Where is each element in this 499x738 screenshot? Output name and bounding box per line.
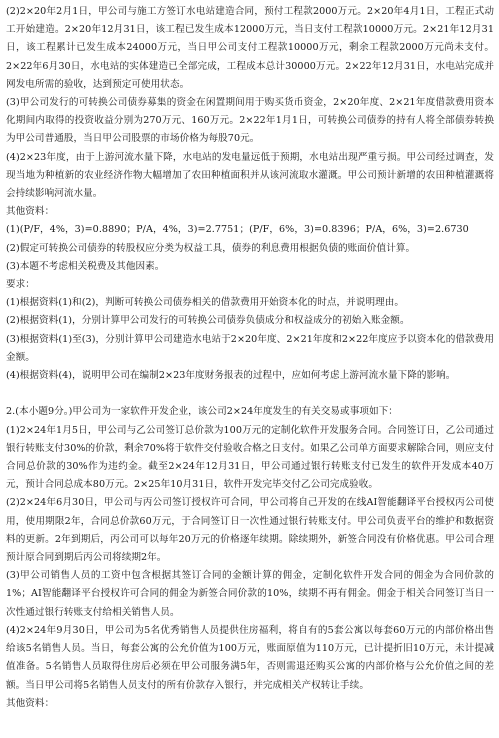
part2-other-info-label: 其他资料： [6, 697, 55, 709]
part2-paragraph-1: (1)2×24年1月5日，甲公司与乙公司签订总价款为100万元的定制化软件开发服务合同。合同签订日，乙公司通过银行转账支付30%的价款，剩余70%将于软件交付验收合格之日支付。如果乙公司单方面要求解除合同，则应支付合同总价款的30%作为违约金。截至2×24年12月31日，甲公司通过银行转账支付已发生的软件开发成本40万元，预计合同总成本80万元。2×25年10月31日，软件开发完毕交付乙公司完成验收。 [6, 424, 494, 491]
section-spacer [6, 385, 494, 403]
part1-paragraph-2: (2)2×20年2月1日，甲公司与施工方签订水电站建造合同，预付工程款2000万元。2×20年4月1日，工程正式动工开始建造。2×20年12月31日，该工程已发生成本12000万元，当日支付工程款10000万元。2×21年12月31日，该工程累计已发生成本24000万元，当日甲公司支付工程款10000万元，剩余工程款2000万元尚未支付。2×22年6月30日，水电站的实体建造已全部完成，工程成本总计30000万元。2×22年12月31日，水电站完成并网发电所需的验收，达到预定可使用状态。 [6, 6, 494, 90]
part1-requirement-3: (3)根据资料(1)至(3)，分别计算甲公司建造水电站于2×20年度、2×21年度和2×22年度应予以资本化的借款费用金额。 [6, 333, 494, 363]
part1-other-info-2: (2)假定可转换公司债券的转股权应分类为权益工具，债券的利息费用根据负债的账面价值计算。 [6, 242, 416, 254]
part1-other-info-label: 其他资料： [6, 206, 55, 218]
part1-requirement-1: (1)根据资料(1)和(2)，判断可转换公司债券相关的借款费用开始资本化的时点，并说明理由。 [6, 297, 405, 309]
part1-paragraph-3: (3)甲公司发行的可转换公司债券募集的资金在闲置期间用于购买货币资金，2×20年度、2×21年度借款费用资本化期间内取得的投资收益分别为270万元、160万元。2×22年1月1日，可转换公司债券的持有人将全部债券转换为甲公司普通股，当日甲公司股票的市场价格为每股70元。 [6, 97, 494, 145]
part1-requirements-label: 要求： [6, 279, 35, 291]
part2-paragraph-4: (4)2×24年9月30日，甲公司为5名优秀销售人员提供住房福利，将自有的5套公寓以每套60万元的内部价格出售给该5名销售人员。当日，每套公寓的公允价值为100万元，账面原值为110万元，已计提折旧10万元，未计提减值准备。5名销售人员取得住房后必须在甲公司服务满5年，否则需退还购买公寓的内部价格与公允价值之间的差额。当日甲公司将5名销售人员支付的所有价款存入银行，并完成相关产权转让手续。 [6, 624, 494, 691]
part1-requirement-2: (2)根据资料(1)，分别计算甲公司发行的可转换公司债券负债成分和权益成分的初始入账金额。 [6, 315, 410, 327]
question-2-heading: 2.(本小题9分。)甲公司为一家软件开发企业，该公司2×24年度发生的有关交易或事项如下： [6, 406, 398, 418]
part2-paragraph-2: (2)2×24年6月30日，甲公司与丙公司签订授权许可合同，甲公司将自己开发的在线AI智能翻译平台授权丙公司使用，使用期限2年，合同总价款60万元，于合同签订日一次性通过银行转账支付。甲公司负责平台的维护和数据资料的更新。2年到期后，丙公司可以每年20万元的价格逐年续期。除续期外，新签合同没有价格优惠。甲公司合理预计原合同到期后丙公司将续期2年。 [6, 497, 494, 564]
part1-other-info-3: (3)本题不考虑相关税费及其他因素。 [6, 260, 165, 272]
part1-paragraph-4: (4)2×23年度，由于上游河流水量下降，水电站的发电量远低于预期，水电站出现严重亏损。甲公司经过调查，发现当地为种植新的农业经济作物大幅增加了农田种植面积并从该河流取水灌溉。甲公司预计新增的农田种植灌溉将会持续影响河流水量。 [6, 151, 494, 200]
part1-other-info-1: (1)(P/F，4%，3)=0.8890；P/A，4%，3)=2.7751；(P/F，6%，3)=0.8396；P/A，6%，3)=2.6730 [6, 224, 469, 236]
part2-paragraph-3: (3)甲公司销售人员的工资中包含根据其签订合同的金额计算的佣金，定制化软件开发合同的佣金为合同价款的1%；AI智能翻译平台授权许可合同的佣金为新签合同价款的10%，续期不再有佣金。佣金于相关合同签订当日一次性通过银行转账支付给相关销售人员。 [6, 570, 494, 618]
part1-requirement-4: (4)根据资料(4)，说明甲公司在编制2×23年度财务报表的过程中，应如何考虑上游河流水量下降的影响。 [6, 370, 456, 382]
